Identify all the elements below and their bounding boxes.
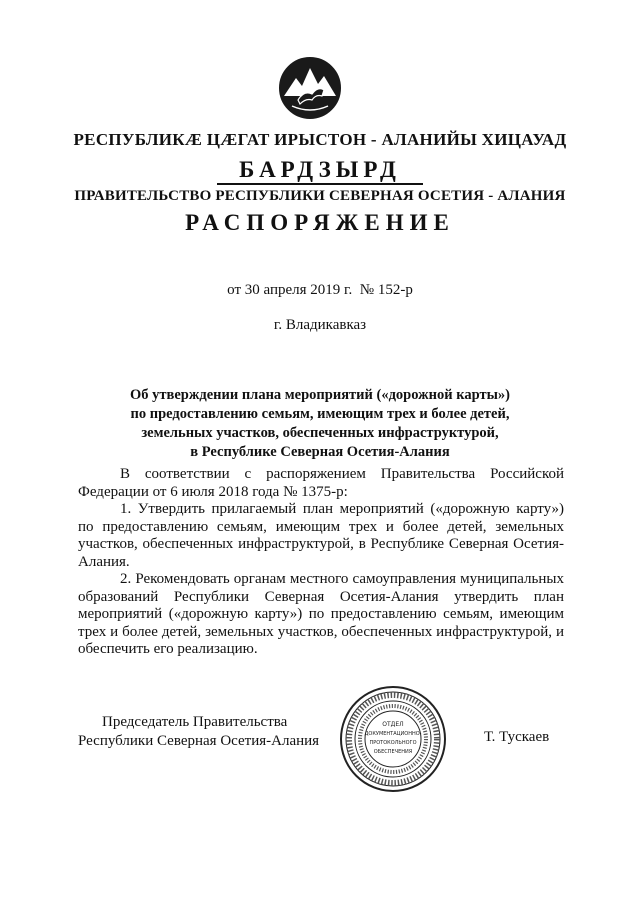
signatory-name: Т. Тускаев <box>484 729 550 745</box>
document-date: от 30 апреля 2019 г. <box>227 282 353 298</box>
document-city: г. Владикавказ <box>273 317 367 333</box>
header-republic-ossetian: РЕСПУБЛИКӔ ЦӔГАТ ИРЫСТОН - АЛАНИЙЫ ХИЦАУАД <box>73 130 567 149</box>
signatory-position-line: Председатель Правительства <box>102 714 288 730</box>
document-dateline <box>0 282 640 299</box>
document-title <box>60 386 580 462</box>
signatory-position <box>78 713 319 751</box>
document-number: № 152-р <box>359 282 413 298</box>
title-line: Об утверждении плана мероприятий («дорожной карты») <box>130 387 510 403</box>
title-line: по предоставлению семьям, имеющим трех и более детей, <box>130 406 510 422</box>
svg-text:ДОКУМЕНТАЦИОННО-: ДОКУМЕНТАЦИОННО- <box>364 731 422 737</box>
coat-of-arms-icon <box>278 56 342 120</box>
header-document-type: РАСПОРЯЖЕНИЕ <box>185 210 455 235</box>
svg-text:ОБЕСПЕЧЕНИЯ: ОБЕСПЕЧЕНИЯ <box>373 749 413 755</box>
document-body <box>78 466 564 659</box>
title-line: земельных участков, обеспеченных инфраструктурой, <box>141 425 499 441</box>
body-paragraph-preamble: В соответствии с распоряжением Правительства Российской Федерации от 6 июля 2018 года № 1375-р: <box>78 466 564 500</box>
official-seal-icon <box>338 684 448 794</box>
header-document-type-ossetian: БАРДЗЫРД <box>239 157 401 182</box>
body-paragraph-item-2: 2. Рекомендовать органам местного самоуправления муниципальных образований Республики Северная Осетия-Алания утвердить план мероприятий («дорожную карту») по предоставлению семьям, имеющим трех и более детей, земельных участков, обеспеченных инфраструктурой, и обеспечить его реализацию. <box>78 571 564 657</box>
title-line: в Республике Северная Осетия-Алания <box>190 444 450 460</box>
body-paragraph-item-1: 1. Утвердить прилагаемый план мероприятий («дорожную карту») по предоставлению семьям, имеющим трех и более детей, земельных участков, обеспеченных инфраструктурой, в Республике Северная Осетия-Алания. <box>78 501 564 570</box>
signatory-position-line: Республики Северная Осетия-Алания <box>78 733 320 749</box>
svg-text:ПРОТОКОЛЬНОГО: ПРОТОКОЛЬНОГО <box>369 740 417 746</box>
svg-text:ОТДЕЛ: ОТДЕЛ <box>382 721 404 728</box>
header-divider <box>217 183 423 185</box>
header-government: ПРАВИТЕЛЬСТВО РЕСПУБЛИКИ СЕВЕРНАЯ ОСЕТИЯ - АЛАНИЯ <box>74 188 566 204</box>
